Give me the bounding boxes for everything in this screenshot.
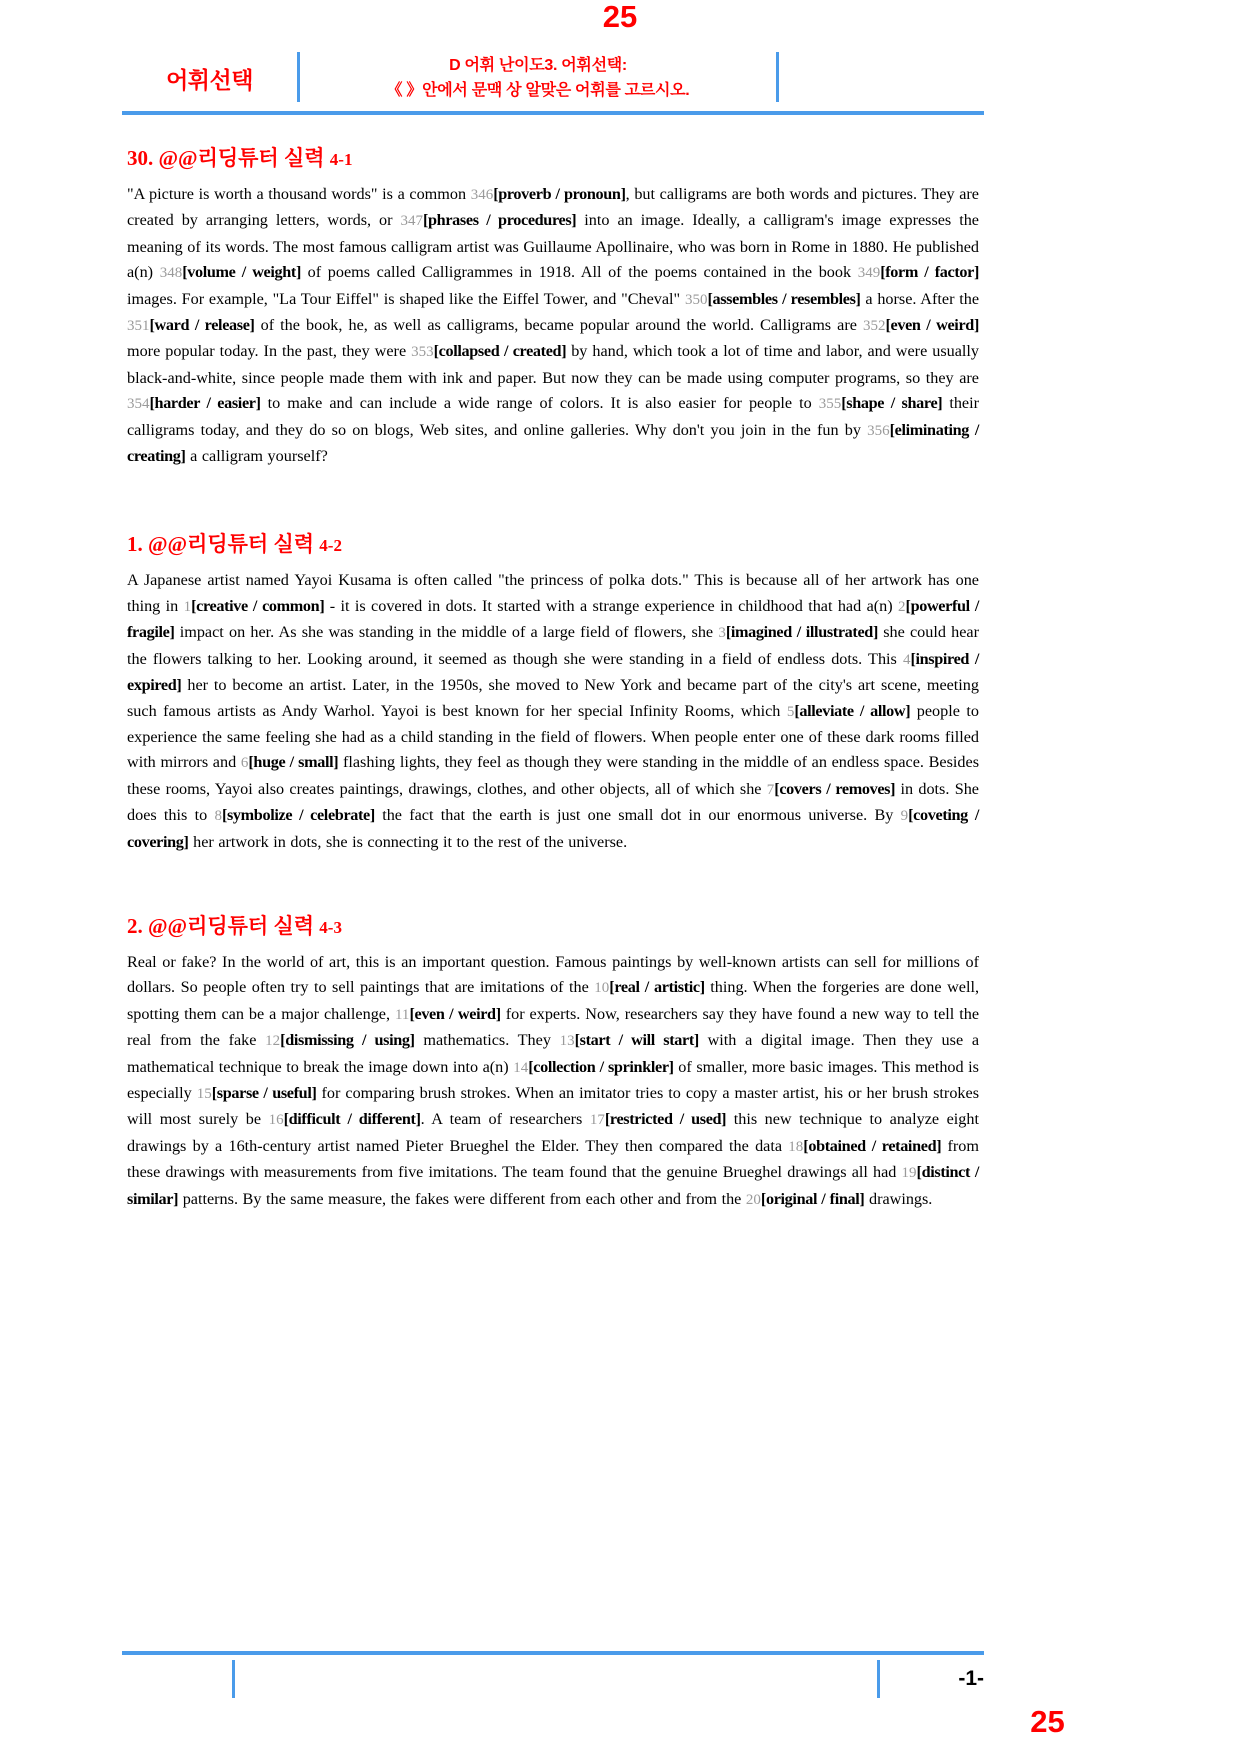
choice-pair[interactable]: [collection / sprinkler] — [528, 1057, 674, 1076]
choice-pair[interactable]: [phrases / procedures] — [422, 211, 577, 230]
choice-number: 354 — [127, 396, 150, 413]
question-title-marker: @@ — [148, 913, 188, 938]
choice-number: 6 — [240, 755, 249, 772]
worksheet-content — [127, 145, 979, 1271]
question-title-number: 30. — [127, 146, 154, 170]
header-category-label: 어휘선택 — [166, 66, 253, 93]
question-block — [127, 913, 979, 1213]
question-title-number: 1. — [127, 532, 143, 557]
passage-run: of the book, he, as well as calligrams, became popular around the world. Calligrams are — [254, 316, 863, 335]
passage-run: of poems called Calligrammes in 1918. All of the poems contained in the book — [301, 263, 858, 282]
passage-run: her to become an artist. Later, in the 1950s, she moved to New York and became part of the city's art scene, meeting such famous artists as Andy Warhol. Yayoi is best known for her special Infinity Rooms, which — [127, 676, 979, 720]
passage-run: drawings. — [864, 1189, 933, 1208]
choice-number: 15 — [196, 1085, 212, 1102]
passage-run: by hand, which took a lot of time and labor, and were usually black-and-white, since people made them with ink and paper. But now they can be made using computer programs, so they are — [127, 342, 979, 387]
choice-pair[interactable]: [obtained / retained] — [803, 1136, 942, 1155]
instruction-line-1: D 어휘 난이도3. 어휘선택: — [449, 57, 627, 74]
passage-run: people to experience the same feeling she had as a child standing in the field of flowers. When people enter one of these dark rooms filled with mirrors and — [127, 701, 979, 772]
choice-number: 5 — [786, 703, 795, 720]
passage-run: impact on her. As she was standing in the middle of a large field of flowers, she — [174, 623, 719, 642]
passage-run: to make and can include a wide range of colors. It is also easier for people to — [260, 394, 819, 413]
passage-run: this new technique to analyze eight drawings by a 16th-century artist named Pieter Brueghel the Elder. They then compared the data — [127, 1110, 979, 1155]
choice-number: 348 — [159, 265, 183, 282]
passage-run: from these drawings with measurements from five imitations. The team found that the genuine Brueghel drawings all had — [127, 1136, 979, 1182]
question-title — [127, 531, 979, 559]
choice-pair[interactable]: [volume / weight] — [182, 263, 302, 282]
header-rule — [122, 111, 984, 115]
choice-number: 350 — [684, 291, 708, 308]
header-divider-right — [776, 52, 779, 102]
choice-number: 353 — [411, 344, 434, 361]
choice-pair[interactable]: [even / weird] — [409, 1004, 501, 1023]
choice-number: 17 — [589, 1112, 605, 1129]
choice-number: 16 — [268, 1112, 284, 1129]
passage-run: "A picture is worth a thousand words" is a common — [127, 185, 471, 203]
passage-run: more popular today. In the past, they were — [127, 342, 412, 361]
question-title-unit: 4-2 — [319, 536, 342, 556]
choice-pair[interactable]: [collapsed / created] — [433, 342, 567, 361]
footer-divider-right — [877, 1660, 880, 1698]
choice-pair[interactable]: [alleviate / allow] — [794, 701, 911, 720]
passage-run: . A team of researchers — [420, 1110, 590, 1129]
question-title-unit: 4-1 — [329, 150, 353, 169]
passage-run: her artwork in dots, she is connecting it to the rest of the universe. — [188, 832, 628, 851]
choice-number: 9 — [900, 808, 909, 825]
choice-number: 7 — [766, 781, 775, 798]
instruction-line-2: 《 》안에서 문맥 상 알맞은 어휘를 고르시오. — [386, 82, 690, 99]
passage-run: she could hear the flowers talking to her. Looking around, it seemed as though she were standing in a field of endless dots. This — [127, 623, 979, 668]
choice-pair[interactable]: [imagined / illustrated] — [725, 623, 878, 642]
choice-pair[interactable]: [covers / removes] — [774, 779, 896, 798]
choice-pair[interactable]: [even / weird] — [885, 316, 979, 335]
choice-pair[interactable]: [creative / common] — [191, 596, 325, 615]
question-title — [127, 913, 979, 941]
question-block — [127, 531, 979, 854]
passage-run: flashing lights, they feel as though they were standing in the middle of an endless space. Besides these rooms, Yayoi also creates paintings, drawings, clothes, and other objects, all of which she — [127, 753, 979, 798]
passage-run: their calligrams today, and they do so on blogs, Web sites, and online galleries. Why don't you join in the fun by — [127, 394, 979, 439]
choice-pair[interactable]: [coveting / covering] — [127, 806, 979, 851]
passage-run: of smaller, more basic images. This method is especially — [127, 1057, 979, 1102]
choice-number: 13 — [559, 1033, 575, 1050]
passage-run: A Japanese artist named Yayoi Kusama is often called "the princess of polka dots." This is because all of her artwork has one thing in — [127, 571, 979, 615]
choice-pair[interactable]: [real / artistic] — [609, 978, 705, 997]
choice-number: 19 — [901, 1165, 917, 1182]
choice-pair[interactable]: [sparse / useful] — [211, 1083, 317, 1102]
choice-pair[interactable]: [original / final] — [760, 1189, 865, 1208]
choice-pair[interactable]: [symbolize / celebrate] — [221, 806, 375, 825]
question-title-source: 리딩튜터 실력 — [187, 532, 315, 557]
choice-number: 14 — [513, 1059, 529, 1076]
choice-number: 11 — [394, 1006, 410, 1023]
passage-run: - it is covered in dots. It started with a strange experience in childhood that had a(n) — [324, 596, 899, 615]
top-page-marker — [0, 0, 1240, 34]
choice-number: 8 — [214, 808, 222, 825]
choice-pair[interactable]: [huge / small] — [248, 753, 339, 772]
passage-run: a horse. After the — [860, 289, 979, 308]
passage-run: with a digital image. Then they use a mathematical technique to break the image down into a(n) — [127, 1031, 980, 1076]
passage-run: patterns. By the same measure, the fakes were different from each other and from the — [178, 1189, 746, 1208]
choice-number: 355 — [818, 396, 842, 413]
question-title — [127, 145, 979, 173]
bottom-page-marker-value: 25 — [1030, 1704, 1065, 1739]
choice-number: 356 — [867, 422, 890, 439]
choice-pair[interactable]: [restricted / used] — [604, 1110, 727, 1129]
choice-pair[interactable]: [harder / easier] — [149, 394, 261, 413]
choice-pair[interactable]: [dismissing / using] — [280, 1031, 415, 1050]
bottom-page-marker — [0, 1705, 1240, 1739]
question-title-unit: 4-3 — [319, 917, 342, 937]
question-title-source: 리딩튜터 실력 — [187, 913, 315, 938]
choice-number: 3 — [718, 625, 726, 642]
passage-run: thing. When the forgeries are done well, spotting them can be a major challenge, — [127, 978, 979, 1023]
question-title-source: 리딩튜터 실력 — [197, 146, 325, 170]
question-title-marker: @@ — [148, 532, 188, 557]
top-page-marker-value: 25 — [602, 0, 638, 34]
question-block — [127, 145, 979, 469]
choice-number: 10 — [594, 980, 610, 997]
worksheet-header — [122, 48, 984, 108]
passage-run: for experts. Now, researchers say they have found a new way to tell the real from the fake — [127, 1004, 980, 1050]
choice-pair[interactable]: [eliminating / creating] — [127, 420, 979, 466]
passage-text — [127, 568, 979, 854]
choice-pair[interactable]: [ward / release] — [149, 316, 255, 335]
passage-text — [127, 182, 979, 469]
choice-number: 347 — [400, 213, 423, 230]
passage-run: Real or fake? In the world of art, this is an important question. Famous paintings by well-known artists can sell for millions of dollars. So people often try to sell paintings that are imitations of the — [127, 952, 979, 997]
footer-divider-left — [232, 1660, 235, 1698]
passage-run: , but calligrams are both words and pictures. They are created by arranging letters, words, or — [127, 185, 979, 230]
choice-pair[interactable]: [shape / share] — [841, 394, 943, 413]
passage-text — [127, 950, 979, 1213]
passage-run: the fact that the earth is just one small dot in our enormous universe. By — [374, 806, 901, 825]
choice-number: 1 — [183, 598, 192, 615]
choice-pair[interactable]: [powerful / fragile] — [127, 596, 979, 642]
choice-number: 351 — [127, 318, 150, 335]
header-instruction — [300, 53, 776, 103]
choice-pair[interactable]: [distinct / similar] — [127, 1163, 979, 1208]
passage-run: a calligram yourself? — [185, 447, 328, 466]
choice-number: 18 — [788, 1138, 804, 1155]
choice-pair[interactable]: [inspired / expired] — [127, 649, 979, 695]
passage-run: in dots. She does this to — [127, 779, 979, 825]
question-title-marker: @@ — [158, 146, 198, 170]
choice-pair[interactable]: [proverb / pronoun] — [493, 185, 626, 203]
choice-number: 2 — [898, 598, 906, 615]
choice-pair[interactable]: [form / factor] — [880, 263, 979, 282]
question-title-number: 2. — [127, 913, 143, 938]
choice-pair[interactable]: [start / will start] — [574, 1031, 699, 1050]
passage-run: into an image. Ideally, a calligram's image expresses the meaning of its words. The most famous calligram artist was Guillaume Apollinaire, who was born in Rome in 1880. He published a(n) — [127, 211, 979, 282]
choice-pair[interactable]: [assembles / resembles] — [707, 289, 861, 308]
footer-rule — [122, 1651, 984, 1655]
passage-run: images. For example, "La Tour Eiffel" is shaped like the Eiffel Tower, and "Cheval" — [127, 289, 685, 308]
choice-number: 20 — [745, 1191, 761, 1208]
page-number: -1- — [958, 1667, 984, 1690]
choice-number: 352 — [862, 318, 886, 335]
choice-number: 349 — [857, 265, 881, 282]
choice-pair[interactable]: [difficult / different] — [283, 1110, 421, 1129]
choice-number: 12 — [265, 1033, 281, 1050]
passage-run: for comparing brush strokes. When an imitator tries to copy a master artist, his or her brush strokes will most surely be — [127, 1083, 979, 1129]
choice-number: 4 — [902, 651, 911, 668]
choice-number: 346 — [470, 187, 494, 203]
passage-run: mathematics. They — [414, 1031, 560, 1050]
